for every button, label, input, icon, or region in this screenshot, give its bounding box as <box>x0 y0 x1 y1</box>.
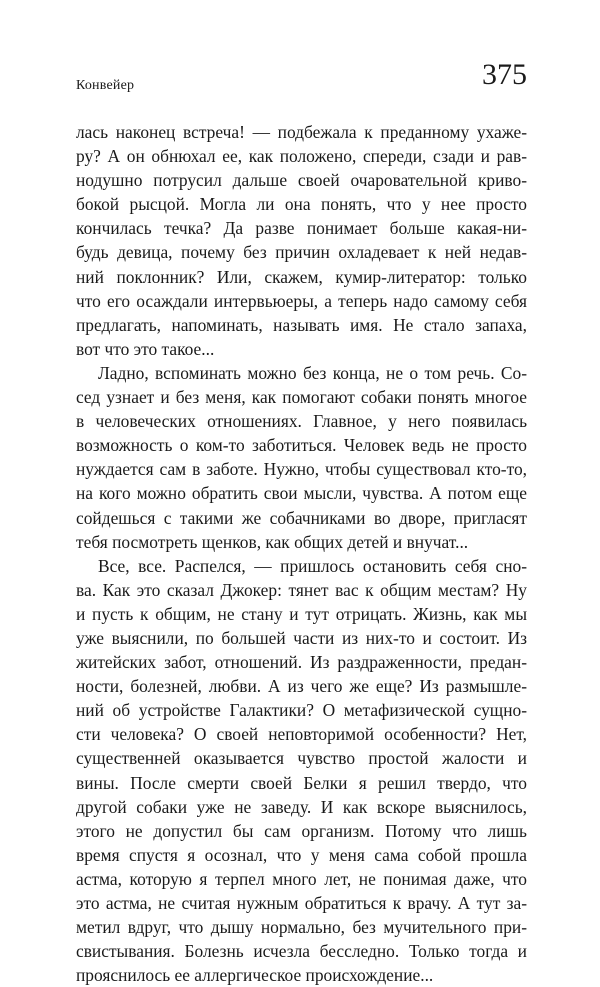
text-line: сти человека? О своей неповторимой особенности? Нет, <box>76 724 527 745</box>
text-line: кончилась течка? Да разве понимает больше какая-ни- <box>76 218 527 239</box>
text-line: вины. После смерти своей Белки я решил твердо, что <box>76 772 527 793</box>
text-line: этого не допустил бы сам организм. Потому что лишь <box>76 820 527 841</box>
text-line: существенней оказывается чувство простой жалости и <box>76 748 527 769</box>
text-line: нуждается сам в заботе. Нужно, чтобы существовал кто-то, <box>76 459 527 480</box>
text-line: Все, все. Распелся, — пришлось остановить себя сно- <box>98 555 527 576</box>
text-line: ний поклонник? Или, скажем, кумир-литератор: только <box>76 266 527 287</box>
text-line: тебя посмотреть щенков, как общих детей и внучат... <box>76 531 469 552</box>
text-line: метил вдруг, что дышу нормально, без мучительного при- <box>76 917 527 938</box>
body-text <box>76 120 527 987</box>
paragraph <box>76 361 527 554</box>
text-line: время спустя я осознал, что у меня сама собой прошла <box>76 844 527 865</box>
text-line: на кого можно обратить свои мысли, чувства. А потом еще <box>76 483 527 504</box>
text-line: лась наконец встреча! — подбежала к преданному ухаже- <box>76 122 527 142</box>
text-line: ности, болезней, любви. А из чего же еще? Из размышле- <box>76 676 527 697</box>
text-line: нодушно потрусил дальше своей очаровательной криво- <box>76 170 527 191</box>
paragraph <box>76 554 527 987</box>
running-title: Конвейер <box>76 78 135 93</box>
text-line: житейских забот, отношений. Из раздраженности, предан- <box>76 652 527 673</box>
text-line: ва. Как это сказал Джокер: тянет вас к общим местам? Ну <box>76 579 527 600</box>
text-line: ний об устройстве Галактики? О метафизической сущно- <box>76 700 527 721</box>
text-line: в человеческих отношениях. Главное, у него появилась <box>76 411 527 432</box>
text-line: предлагать, напоминать, называть имя. Не стало запаха, <box>76 314 527 335</box>
text-line: сед узнает и без меня, как помогают собаки понять многое <box>76 387 527 408</box>
text-line: вот что это такое... <box>76 338 215 359</box>
text-line: ру? А он обнюхал ее, как положено, спереди, сзади и рав- <box>76 146 527 167</box>
text-line: это астма, не считая нужным обратиться к врачу. А тут за- <box>76 893 527 913</box>
text-line: возможность о ком-то заботиться. Человек ведь не просто <box>76 435 527 456</box>
text-line: Ладно, вспоминать можно без конца, не о том речь. Со- <box>98 362 527 383</box>
text-line: другой собаки уже не заведу. И как вскоре выяснилось, <box>76 796 527 817</box>
text-line: что его осаждали интервьюеры, а теперь надо самому себя <box>76 290 527 311</box>
text-line: будь девица, почему без причин охладевает к ней недав- <box>76 242 527 263</box>
text-line: свистывания. Болезнь исчезла бесследно. Только тогда и <box>76 941 527 962</box>
text-line: сойдешься с такими же собачниками во дворе, пригласят <box>76 507 527 528</box>
text-line: прояснилось ее аллергическое происхождение... <box>76 965 434 986</box>
paragraph <box>76 120 527 361</box>
text-line: уже выяснили, по большей части из них-то и состоит. Из <box>76 627 527 648</box>
text-line: бокой рысцой. Могла ли она понять, что у нее просто <box>76 194 527 215</box>
text-line: и пусть к общим, не стану и тут отрицать. Жизнь, как мы <box>76 603 527 624</box>
text-line: астма, которую я терпел много лет, не понимая даже, что <box>76 868 527 889</box>
page-number: 375 <box>482 58 527 91</box>
